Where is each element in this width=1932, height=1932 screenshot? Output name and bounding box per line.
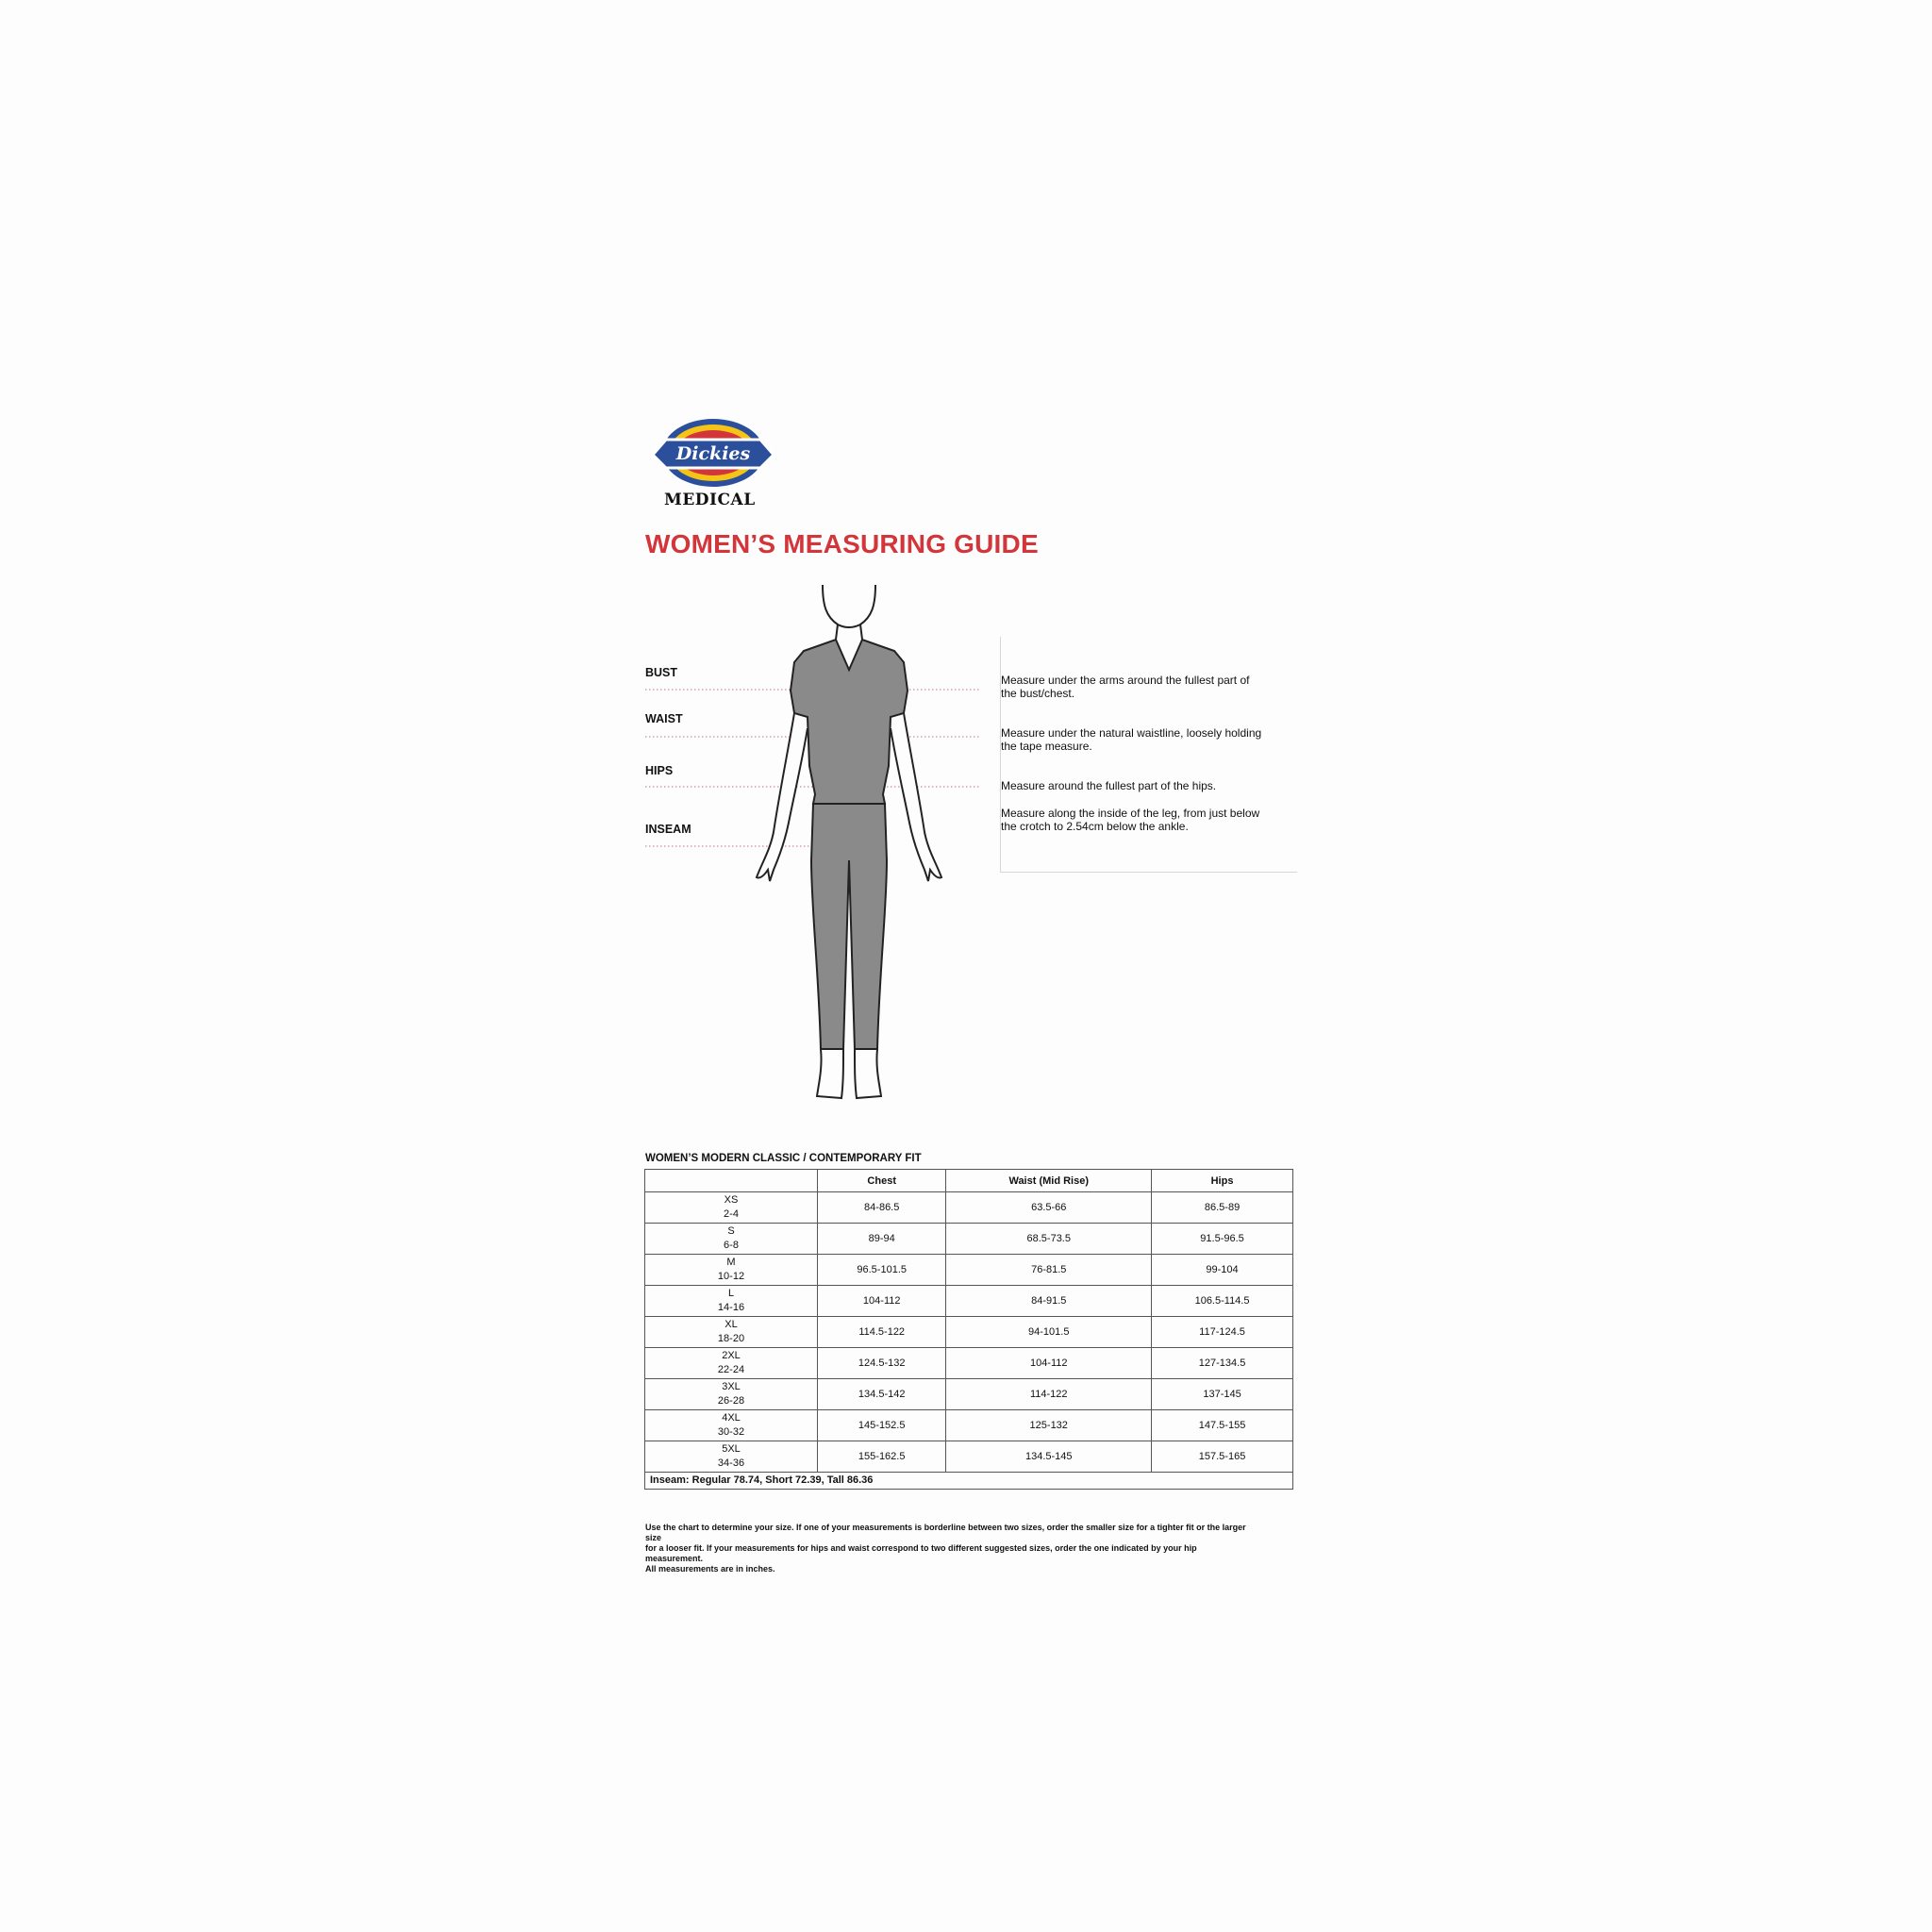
table-row bbox=[645, 1410, 1293, 1441]
size-numeric: 6-8 bbox=[724, 1240, 739, 1251]
hips-cell: 99-104 bbox=[1152, 1255, 1293, 1286]
table-row bbox=[645, 1317, 1293, 1348]
size-numeric: 26-28 bbox=[717, 1395, 745, 1407]
inseam-note: Inseam: Regular 78.74, Short 72.39, Tall 86.36 bbox=[645, 1473, 1293, 1490]
column-header: Chest bbox=[818, 1170, 946, 1192]
waist-cell: 63.5-66 bbox=[946, 1192, 1152, 1224]
size-cell bbox=[645, 1441, 818, 1473]
chest-cell: 84-86.5 bbox=[818, 1192, 946, 1224]
size-numeric: 14-16 bbox=[717, 1302, 745, 1313]
footnote bbox=[645, 1523, 1249, 1574]
footnote-line: for a looser fit. If your measurements for hips and waist correspond to two different suggested sizes, order the one indicated by your hip measurement. bbox=[645, 1543, 1197, 1563]
size-letter: M bbox=[726, 1257, 736, 1268]
brand-subtitle: MEDICAL bbox=[664, 491, 756, 509]
size-cell bbox=[645, 1410, 818, 1441]
chest-cell: 89-94 bbox=[818, 1224, 946, 1255]
size-letter: 4XL bbox=[722, 1412, 741, 1424]
page-title: WOMEN’S MEASURING GUIDE bbox=[645, 529, 1039, 558]
hips-cell: 137-145 bbox=[1152, 1379, 1293, 1410]
size-numeric: 34-36 bbox=[717, 1457, 745, 1469]
size-letter: S bbox=[727, 1225, 735, 1237]
size-cell bbox=[645, 1379, 818, 1410]
size-chart-table bbox=[644, 1169, 1293, 1490]
waist-cell: 76-81.5 bbox=[946, 1255, 1152, 1286]
footnote-line: Use the chart to determine your size. If one of your measurements is borderline between two sizes, order the smaller size for a tighter fit or the larger size bbox=[645, 1523, 1246, 1542]
bust-label: BUST bbox=[645, 666, 678, 679]
hips-instruction: Measure around the fullest part of the hips. bbox=[1001, 779, 1217, 792]
waist-cell: 84-91.5 bbox=[946, 1286, 1152, 1317]
chest-cell: 104-112 bbox=[818, 1286, 946, 1317]
size-cell bbox=[645, 1348, 818, 1379]
column-header bbox=[645, 1170, 818, 1192]
logo-wordmark: Dickies bbox=[675, 443, 751, 464]
size-letter: L bbox=[727, 1288, 735, 1299]
inseam-row bbox=[645, 1473, 1293, 1490]
size-letter: 2XL bbox=[722, 1350, 741, 1361]
column-header: Waist (Mid Rise) bbox=[946, 1170, 1152, 1192]
chest-cell: 155-162.5 bbox=[818, 1441, 946, 1473]
inseam-label: INSEAM bbox=[645, 823, 691, 836]
instructions-panel bbox=[1000, 637, 1297, 873]
size-cell bbox=[645, 1255, 818, 1286]
size-numeric: 10-12 bbox=[717, 1271, 745, 1282]
size-numeric: 2-4 bbox=[724, 1208, 739, 1220]
table-row bbox=[645, 1255, 1293, 1286]
waist-cell: 114-122 bbox=[946, 1379, 1152, 1410]
table-caption: WOMEN’S MODERN CLASSIC / CONTEMPORARY FIT bbox=[645, 1153, 922, 1164]
hips-cell: 157.5-165 bbox=[1152, 1441, 1293, 1473]
hips-cell: 117-124.5 bbox=[1152, 1317, 1293, 1348]
body-figure-illustration bbox=[736, 577, 962, 1106]
column-header: Hips bbox=[1152, 1170, 1293, 1192]
chest-cell: 114.5-122 bbox=[818, 1317, 946, 1348]
table-row bbox=[645, 1224, 1293, 1255]
table-header-row bbox=[645, 1170, 1293, 1192]
size-cell bbox=[645, 1224, 818, 1255]
chest-cell: 134.5-142 bbox=[818, 1379, 946, 1410]
size-letter: XL bbox=[724, 1319, 738, 1330]
hips-cell: 86.5-89 bbox=[1152, 1192, 1293, 1224]
size-cell bbox=[645, 1192, 818, 1224]
inseam-instruction: Measure along the inside of the leg, from just below the crotch to 2.54cm below the ankle. bbox=[1001, 807, 1260, 833]
size-cell bbox=[645, 1286, 818, 1317]
table-row bbox=[645, 1348, 1293, 1379]
size-letter: 5XL bbox=[722, 1443, 741, 1455]
footnote-line: All measurements are in inches. bbox=[645, 1564, 775, 1574]
table-row bbox=[645, 1286, 1293, 1317]
dickies-logo bbox=[649, 413, 777, 526]
hips-cell: 147.5-155 bbox=[1152, 1410, 1293, 1441]
size-numeric: 18-20 bbox=[717, 1333, 745, 1344]
waist-instruction: Measure under the natural waistline, loosely holding the tape measure. bbox=[1001, 726, 1262, 753]
bust-instruction: Measure under the arms around the fullest part of the bust/chest. bbox=[1001, 674, 1250, 700]
size-letter: 3XL bbox=[722, 1381, 741, 1392]
hips-cell: 127-134.5 bbox=[1152, 1348, 1293, 1379]
hips-cell: 106.5-114.5 bbox=[1152, 1286, 1293, 1317]
waist-cell: 68.5-73.5 bbox=[946, 1224, 1152, 1255]
chest-cell: 145-152.5 bbox=[818, 1410, 946, 1441]
waist-cell: 94-101.5 bbox=[946, 1317, 1152, 1348]
waist-cell: 134.5-145 bbox=[946, 1441, 1152, 1473]
size-cell bbox=[645, 1317, 818, 1348]
table-row bbox=[645, 1379, 1293, 1410]
hips-label: HIPS bbox=[645, 764, 674, 777]
chest-cell: 96.5-101.5 bbox=[818, 1255, 946, 1286]
hips-cell: 91.5-96.5 bbox=[1152, 1224, 1293, 1255]
size-numeric: 30-32 bbox=[717, 1426, 745, 1438]
chest-cell: 124.5-132 bbox=[818, 1348, 946, 1379]
size-numeric: 22-24 bbox=[717, 1364, 745, 1375]
table-row bbox=[645, 1441, 1293, 1473]
waist-label: WAIST bbox=[645, 712, 683, 725]
waist-cell: 125-132 bbox=[946, 1410, 1152, 1441]
table-row bbox=[645, 1192, 1293, 1224]
size-letter: XS bbox=[724, 1194, 739, 1206]
waist-cell: 104-112 bbox=[946, 1348, 1152, 1379]
